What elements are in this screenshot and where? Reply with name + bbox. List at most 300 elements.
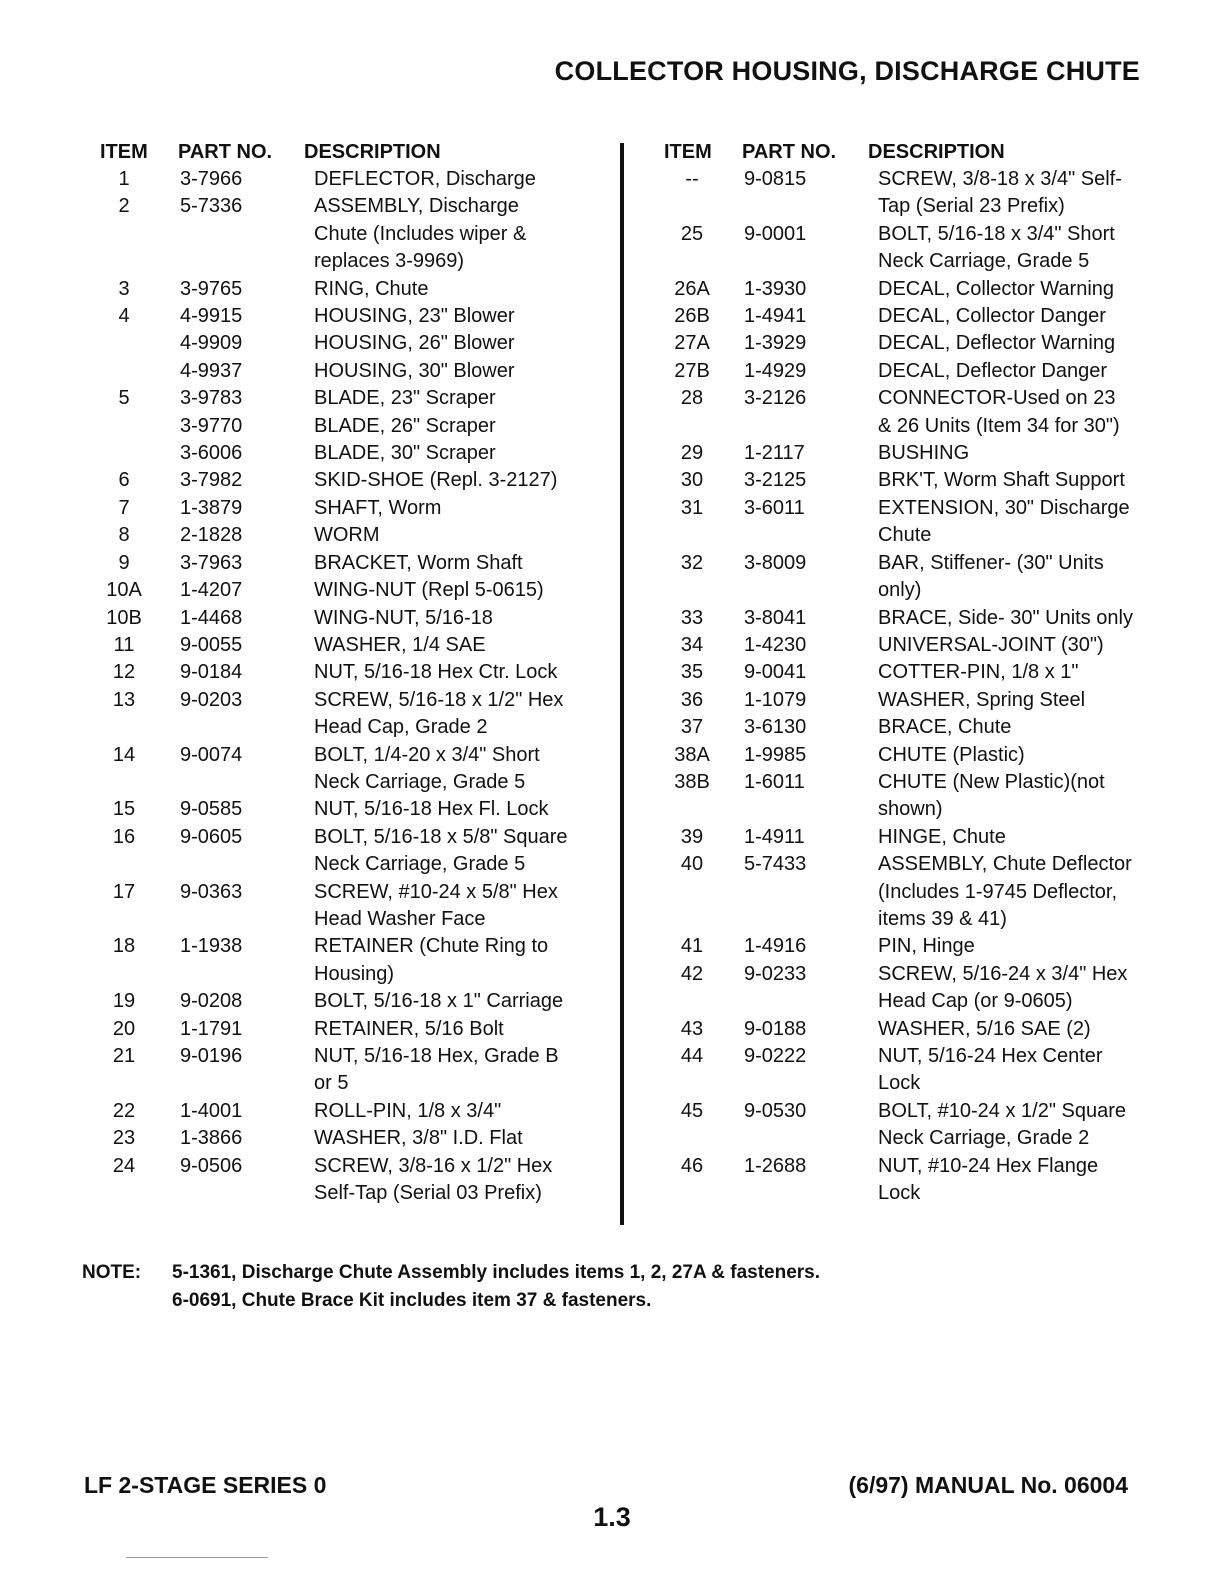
table-row bbox=[660, 1180, 1160, 1207]
item-cell bbox=[660, 879, 724, 906]
note-line-1: 5-1361, Discharge Chute Assembly includes items 1, 2, 27A & fasteners. bbox=[172, 1262, 821, 1283]
item-cell: 3 bbox=[118, 277, 130, 300]
table-row bbox=[96, 1153, 596, 1180]
item-cell: 15 bbox=[112, 798, 136, 821]
table-row bbox=[96, 303, 596, 330]
item-cell: 2 bbox=[118, 195, 130, 218]
table-row bbox=[96, 276, 596, 303]
table-row bbox=[96, 1070, 596, 1097]
item-cell: 4 bbox=[118, 305, 130, 328]
table-row bbox=[660, 851, 1160, 878]
part-no-cell: 2-1828 bbox=[180, 524, 243, 547]
item-cell: 24 bbox=[112, 1154, 136, 1177]
part-no-cell bbox=[724, 879, 878, 906]
table-row bbox=[96, 769, 596, 796]
table-row bbox=[660, 193, 1160, 220]
part-no-cell: 1-4468 bbox=[180, 606, 243, 629]
description-cell: replaces 3-9969) bbox=[314, 250, 465, 273]
table-row bbox=[660, 550, 1160, 577]
table-row bbox=[96, 1016, 596, 1043]
table-row bbox=[96, 1043, 596, 1070]
part-no-cell: 3-2125 bbox=[744, 469, 807, 492]
part-no-cell bbox=[152, 1180, 314, 1207]
table-row bbox=[660, 988, 1160, 1015]
item-cell: 35 bbox=[680, 661, 704, 684]
item-cell: 43 bbox=[680, 1017, 704, 1040]
part-no-cell: 9-0184 bbox=[180, 661, 243, 684]
description-cell: WASHER, 1/4 SAE bbox=[314, 633, 486, 656]
item-cell: 25 bbox=[680, 222, 704, 245]
header-part-no: PART NO. bbox=[178, 141, 273, 163]
footer-manual-number: (6/97) MANUAL No. 06004 bbox=[848, 1472, 1128, 1498]
item-cell: 28 bbox=[680, 387, 704, 410]
item-cell: 12 bbox=[112, 661, 136, 684]
item-cell bbox=[660, 248, 724, 275]
description-cell: (Includes 1-9745 Deflector, bbox=[878, 880, 1118, 903]
part-no-cell bbox=[724, 988, 878, 1015]
table-row bbox=[96, 796, 596, 823]
part-no-cell: 9-0585 bbox=[180, 798, 243, 821]
table-row bbox=[96, 824, 596, 851]
description-cell: Head Washer Face bbox=[314, 907, 486, 930]
table-row bbox=[660, 769, 1160, 796]
table-row bbox=[660, 659, 1160, 686]
part-no-cell: 9-0041 bbox=[744, 661, 807, 684]
table-row bbox=[96, 933, 596, 960]
item-cell: 36 bbox=[680, 688, 704, 711]
part-no-cell: 9-0196 bbox=[180, 1045, 243, 1067]
item-cell bbox=[660, 796, 724, 823]
part-no-cell bbox=[724, 413, 878, 440]
description-cell: BLADE, 26" Scraper bbox=[314, 414, 496, 437]
page-title: COLLECTOR HOUSING, DISCHARGE CHUTE bbox=[554, 56, 1140, 86]
item-cell bbox=[660, 577, 724, 604]
item-cell bbox=[96, 1070, 152, 1097]
part-no-cell: 4-9909 bbox=[180, 332, 243, 355]
part-no-cell: 9-0506 bbox=[180, 1154, 243, 1177]
table-row bbox=[660, 467, 1160, 494]
table-row bbox=[96, 605, 596, 632]
header-item: ITEM bbox=[100, 141, 148, 163]
part-no-cell: 1-3930 bbox=[744, 277, 807, 300]
description-cell: items 39 & 41) bbox=[878, 907, 1007, 930]
part-no-cell: 1-9985 bbox=[744, 743, 807, 766]
table-row bbox=[96, 577, 596, 604]
description-cell: BAR, Stiffener- (30" Units bbox=[878, 551, 1104, 574]
item-cell: 7 bbox=[118, 496, 130, 519]
description-cell: ROLL-PIN, 1/8 x 3/4" bbox=[314, 1099, 502, 1122]
table-row bbox=[96, 221, 596, 248]
item-cell bbox=[96, 221, 152, 248]
table-row bbox=[660, 1098, 1160, 1125]
part-no-cell: 1-4916 bbox=[744, 935, 807, 958]
part-no-cell bbox=[724, 577, 878, 604]
part-no-cell bbox=[724, 522, 878, 549]
table-row bbox=[660, 440, 1160, 467]
description-cell: Head Cap (or 9-0605) bbox=[878, 990, 1073, 1013]
part-no-cell: 9-0188 bbox=[744, 1017, 807, 1040]
item-cell: 11 bbox=[113, 633, 135, 656]
part-no-cell bbox=[152, 851, 314, 878]
description-cell: DEFLECTOR, Discharge bbox=[314, 168, 536, 190]
item-cell: 8 bbox=[118, 524, 130, 547]
table-row bbox=[660, 906, 1160, 933]
note-block bbox=[82, 1259, 820, 1315]
description-cell: Housing) bbox=[314, 962, 395, 985]
table-row bbox=[660, 577, 1160, 604]
description-cell: BRACE, Chute bbox=[878, 716, 1012, 739]
part-no-cell: 9-0001 bbox=[744, 222, 807, 245]
description-cell: RETAINER (Chute Ring to bbox=[314, 935, 549, 958]
description-cell: HOUSING, 30" Blower bbox=[314, 359, 515, 382]
table-row bbox=[96, 714, 596, 741]
item-cell bbox=[96, 413, 152, 440]
part-no-cell: 1-6011 bbox=[744, 770, 805, 793]
item-cell: 5 bbox=[118, 387, 130, 410]
part-no-cell bbox=[724, 1125, 878, 1152]
table-header bbox=[96, 139, 596, 166]
table-row bbox=[96, 522, 596, 549]
item-cell: 13 bbox=[112, 688, 136, 711]
header-description: DESCRIPTION bbox=[304, 141, 441, 163]
item-cell bbox=[660, 906, 724, 933]
part-no-cell: 1-3929 bbox=[744, 332, 807, 355]
item-cell: 6 bbox=[118, 469, 130, 492]
description-cell: RING, Chute bbox=[314, 277, 429, 300]
description-cell: Neck Carriage, Grade 5 bbox=[314, 770, 526, 793]
part-no-cell: 1-4207 bbox=[180, 579, 243, 602]
item-cell: 23 bbox=[112, 1127, 136, 1150]
description-cell: ASSEMBLY, Discharge bbox=[314, 195, 519, 218]
item-cell: 17 bbox=[112, 880, 136, 903]
item-cell bbox=[660, 413, 724, 440]
table-row bbox=[660, 824, 1160, 851]
item-cell: 9 bbox=[118, 551, 130, 574]
part-no-cell: 1-1938 bbox=[180, 935, 243, 958]
item-cell: 40 bbox=[680, 853, 704, 876]
item-cell: 16 bbox=[112, 825, 136, 848]
part-no-cell: 1-2117 bbox=[744, 442, 805, 465]
item-cell bbox=[660, 1070, 724, 1097]
table-row bbox=[660, 933, 1160, 960]
description-cell: Chute (Includes wiper & bbox=[314, 222, 527, 245]
part-no-cell: 9-0363 bbox=[180, 880, 243, 903]
part-no-cell: 1-2688 bbox=[744, 1154, 807, 1177]
item-cell: 22 bbox=[112, 1099, 136, 1122]
table-row bbox=[96, 550, 596, 577]
part-no-cell: 3-6006 bbox=[180, 442, 243, 465]
part-no-cell: 3-9765 bbox=[180, 277, 243, 300]
table-row bbox=[660, 742, 1160, 769]
part-no-cell: 1-4941 bbox=[744, 305, 807, 328]
table-row bbox=[660, 248, 1160, 275]
description-cell: DECAL, Deflector Warning bbox=[878, 332, 1116, 355]
description-cell: WING-NUT, 5/16-18 bbox=[314, 606, 493, 629]
table-row bbox=[96, 358, 596, 385]
table-row bbox=[660, 1125, 1160, 1152]
part-no-cell: 9-0074 bbox=[180, 743, 243, 766]
part-no-cell: 5-7336 bbox=[180, 195, 243, 218]
description-cell: PIN, Hinge bbox=[878, 935, 975, 958]
item-cell: 38B bbox=[674, 770, 710, 793]
item-cell: 20 bbox=[112, 1017, 136, 1040]
part-no-cell bbox=[724, 1180, 878, 1207]
table-row bbox=[660, 1043, 1160, 1070]
part-no-cell: 1-4929 bbox=[744, 359, 807, 382]
part-no-cell: 3-9783 bbox=[180, 387, 243, 410]
part-no-cell: 3-2126 bbox=[744, 387, 807, 410]
description-cell: SCREW, 5/16-24 x 3/4" Hex bbox=[878, 962, 1128, 985]
item-cell: 38A bbox=[674, 743, 710, 766]
description-cell: only) bbox=[878, 579, 922, 602]
part-no-cell: 3-6130 bbox=[744, 716, 807, 739]
item-cell: 42 bbox=[680, 962, 704, 985]
description-cell: Lock bbox=[878, 1182, 921, 1205]
description-cell: BOLT, 5/16-18 x 1" Carriage bbox=[314, 990, 564, 1013]
table-row bbox=[660, 796, 1160, 823]
item-cell: 32 bbox=[680, 551, 704, 574]
description-cell: Neck Carriage, Grade 5 bbox=[314, 853, 526, 876]
header-part-no: PART NO. bbox=[742, 141, 837, 163]
description-cell: WASHER, Spring Steel bbox=[878, 688, 1086, 711]
description-cell: DECAL, Collector Danger bbox=[878, 305, 1106, 328]
part-no-cell: 9-0203 bbox=[180, 688, 243, 711]
part-no-cell: 9-0233 bbox=[744, 962, 807, 985]
table-row bbox=[96, 385, 596, 412]
part-no-cell bbox=[152, 906, 314, 933]
table-row bbox=[96, 166, 596, 193]
description-cell: WASHER, 5/16 SAE (2) bbox=[878, 1017, 1091, 1040]
table-row bbox=[660, 605, 1160, 632]
part-no-cell: 9-0530 bbox=[744, 1099, 807, 1122]
table-row bbox=[660, 495, 1160, 522]
table-row bbox=[660, 714, 1160, 741]
item-cell bbox=[660, 522, 724, 549]
description-cell: Neck Carriage, Grade 5 bbox=[878, 250, 1090, 273]
part-no-cell: 5-7433 bbox=[744, 853, 807, 876]
part-no-cell bbox=[724, 248, 878, 275]
table-row bbox=[660, 358, 1160, 385]
item-cell bbox=[96, 906, 152, 933]
part-no-cell: 3-7963 bbox=[180, 551, 243, 574]
table-row bbox=[96, 988, 596, 1015]
item-cell: 37 bbox=[680, 716, 704, 739]
item-cell: 29 bbox=[680, 442, 704, 465]
item-cell: 33 bbox=[680, 606, 704, 629]
description-cell: UNIVERSAL-JOINT (30") bbox=[878, 633, 1104, 656]
description-cell: BOLT, 5/16-18 x 5/8" Square bbox=[314, 825, 568, 848]
part-no-cell: 9-0815 bbox=[744, 168, 807, 190]
item-cell: 39 bbox=[680, 825, 704, 848]
description-cell: CONNECTOR-Used on 23 bbox=[878, 387, 1116, 410]
part-no-cell bbox=[152, 221, 314, 248]
item-cell bbox=[96, 358, 152, 385]
table-body-right bbox=[660, 166, 1160, 1207]
description-cell: or 5 bbox=[314, 1072, 349, 1095]
table-row bbox=[96, 961, 596, 988]
description-cell: BRK'T, Worm Shaft Support bbox=[878, 469, 1125, 492]
table-row bbox=[96, 1098, 596, 1125]
part-no-cell bbox=[724, 906, 878, 933]
description-cell: SHAFT, Worm bbox=[314, 496, 442, 519]
item-cell: 1 bbox=[118, 168, 130, 190]
item-cell: -- bbox=[685, 168, 699, 190]
part-no-cell: 1-1079 bbox=[744, 688, 807, 711]
table-header bbox=[660, 139, 1160, 166]
part-no-cell: 1-3879 bbox=[180, 496, 243, 519]
description-cell: ASSEMBLY, Chute Deflector bbox=[878, 853, 1132, 876]
description-cell: SKID-SHOE (Repl. 3-2127) bbox=[314, 469, 558, 492]
description-cell: Chute bbox=[878, 524, 932, 547]
part-no-cell: 4-9937 bbox=[180, 359, 243, 382]
table-row bbox=[96, 248, 596, 275]
table-row bbox=[96, 879, 596, 906]
table-row bbox=[660, 330, 1160, 357]
description-cell: CHUTE (Plastic) bbox=[878, 743, 1025, 766]
item-cell: 45 bbox=[680, 1099, 704, 1122]
table-row bbox=[660, 221, 1160, 248]
part-no-cell: 4-9915 bbox=[180, 305, 243, 328]
part-no-cell: 3-8009 bbox=[744, 551, 807, 574]
description-cell: SCREW, 3/8-16 x 1/2" Hex bbox=[314, 1154, 553, 1177]
description-cell: BLADE, 23" Scraper bbox=[314, 387, 496, 410]
table-row bbox=[96, 906, 596, 933]
table-row bbox=[660, 413, 1160, 440]
description-cell: DECAL, Collector Warning bbox=[878, 277, 1115, 300]
description-cell: BRACE, Side- 30" Units only bbox=[878, 606, 1133, 629]
description-cell: NUT, 5/16-24 Hex Center bbox=[878, 1045, 1103, 1067]
item-cell bbox=[660, 193, 724, 220]
part-no-cell: 9-0222 bbox=[744, 1045, 807, 1067]
table-row bbox=[96, 1125, 596, 1152]
description-cell: HOUSING, 26" Blower bbox=[314, 332, 515, 355]
table-row bbox=[96, 440, 596, 467]
table-row bbox=[660, 522, 1160, 549]
table-row bbox=[96, 467, 596, 494]
table-row bbox=[660, 879, 1160, 906]
description-cell: BLADE, 30" Scraper bbox=[314, 442, 496, 465]
item-cell: 46 bbox=[680, 1154, 704, 1177]
table-row bbox=[660, 1153, 1160, 1180]
table-row bbox=[96, 687, 596, 714]
note-line-2: 6-0691, Chute Brace Kit includes item 37 & fasteners. bbox=[172, 1290, 652, 1311]
table-row bbox=[660, 385, 1160, 412]
table-row bbox=[660, 632, 1160, 659]
note-label: NOTE: bbox=[82, 1262, 142, 1283]
page-number: 1.3 bbox=[593, 1502, 631, 1532]
table-row bbox=[96, 742, 596, 769]
header-description: DESCRIPTION bbox=[868, 141, 1005, 163]
description-cell: Neck Carriage, Grade 2 bbox=[878, 1127, 1090, 1150]
description-cell: & 26 Units (Item 34 for 30") bbox=[878, 414, 1120, 437]
item-cell bbox=[96, 330, 152, 357]
table-row bbox=[660, 1070, 1160, 1097]
description-cell: HINGE, Chute bbox=[878, 825, 1006, 848]
description-cell: Self-Tap (Serial 03 Prefix) bbox=[314, 1182, 542, 1205]
table-row bbox=[660, 961, 1160, 988]
item-cell bbox=[96, 769, 152, 796]
column-divider bbox=[620, 143, 624, 1225]
description-cell: BRACKET, Worm Shaft bbox=[314, 551, 523, 574]
item-cell bbox=[96, 440, 152, 467]
parts-table-right bbox=[660, 139, 1160, 1207]
part-no-cell: 3-7966 bbox=[180, 168, 243, 190]
item-cell: 30 bbox=[680, 469, 704, 492]
item-cell: 10A bbox=[106, 579, 142, 602]
description-cell: shown) bbox=[878, 798, 943, 821]
description-cell: CHUTE (New Plastic)(not bbox=[878, 770, 1105, 793]
parts-table-left bbox=[96, 139, 596, 1207]
item-cell bbox=[660, 988, 724, 1015]
item-cell: 41 bbox=[680, 935, 704, 958]
part-no-cell bbox=[152, 961, 314, 988]
item-cell: 31 bbox=[680, 496, 704, 519]
description-cell: NUT, 5/16-18 Hex, Grade B bbox=[314, 1045, 559, 1067]
part-no-cell bbox=[152, 714, 314, 741]
footer-rule bbox=[126, 1557, 268, 1558]
item-cell bbox=[96, 1180, 152, 1207]
part-no-cell: 3-7982 bbox=[180, 469, 243, 492]
description-cell: WING-NUT (Repl 5-0615) bbox=[314, 579, 544, 602]
part-no-cell bbox=[724, 796, 878, 823]
part-no-cell bbox=[152, 1070, 314, 1097]
item-cell: 26A bbox=[674, 277, 710, 300]
table-row bbox=[96, 632, 596, 659]
part-no-cell: 1-4230 bbox=[744, 633, 807, 656]
description-cell: EXTENSION, 30" Discharge bbox=[878, 496, 1130, 519]
description-cell: NUT, 5/16-18 Hex Ctr. Lock bbox=[314, 661, 558, 684]
description-cell: WASHER, 3/8" I.D. Flat bbox=[314, 1127, 523, 1150]
description-cell: BOLT, 1/4-20 x 3/4" Short bbox=[314, 743, 540, 766]
description-cell: NUT, #10-24 Hex Flange bbox=[878, 1154, 1099, 1177]
part-no-cell: 3-8041 bbox=[744, 606, 807, 629]
part-no-cell bbox=[152, 769, 314, 796]
table-row bbox=[660, 687, 1160, 714]
item-cell: 34 bbox=[680, 633, 704, 656]
description-cell: NUT, 5/16-18 Hex Fl. Lock bbox=[314, 798, 549, 821]
part-no-cell: 1-3866 bbox=[180, 1127, 243, 1150]
part-no-cell bbox=[152, 248, 314, 275]
item-cell: 10B bbox=[106, 606, 142, 629]
part-no-cell: 9-0605 bbox=[180, 825, 243, 848]
item-cell: 27A bbox=[674, 332, 710, 355]
item-cell: 27B bbox=[674, 359, 710, 382]
item-cell: 44 bbox=[680, 1045, 704, 1067]
part-no-cell: 1-4001 bbox=[180, 1099, 243, 1122]
table-row bbox=[96, 659, 596, 686]
table-row bbox=[96, 1180, 596, 1207]
description-cell: RETAINER, 5/16 Bolt bbox=[314, 1017, 504, 1040]
item-cell bbox=[96, 961, 152, 988]
description-cell: BUSHING bbox=[878, 442, 970, 465]
description-cell: SCREW, 3/8-18 x 3/4" Self- bbox=[878, 168, 1122, 190]
description-cell: BOLT, 5/16-18 x 3/4" Short bbox=[878, 222, 1115, 245]
item-cell bbox=[96, 248, 152, 275]
table-row bbox=[660, 276, 1160, 303]
part-no-cell bbox=[724, 1070, 878, 1097]
part-no-cell: 1-4911 bbox=[744, 825, 805, 848]
table-body-left bbox=[96, 166, 596, 1207]
table-row bbox=[96, 330, 596, 357]
part-no-cell: 9-0208 bbox=[180, 990, 243, 1013]
footer-series: LF 2-STAGE SERIES 0 bbox=[84, 1472, 327, 1498]
table-row bbox=[96, 413, 596, 440]
item-cell: 26B bbox=[674, 305, 710, 328]
description-cell: COTTER-PIN, 1/8 x 1" bbox=[878, 661, 1079, 684]
description-cell: BOLT, #10-24 x 1/2" Square bbox=[878, 1099, 1126, 1122]
description-cell: HOUSING, 23" Blower bbox=[314, 305, 515, 328]
part-no-cell: 3-9770 bbox=[180, 414, 243, 437]
